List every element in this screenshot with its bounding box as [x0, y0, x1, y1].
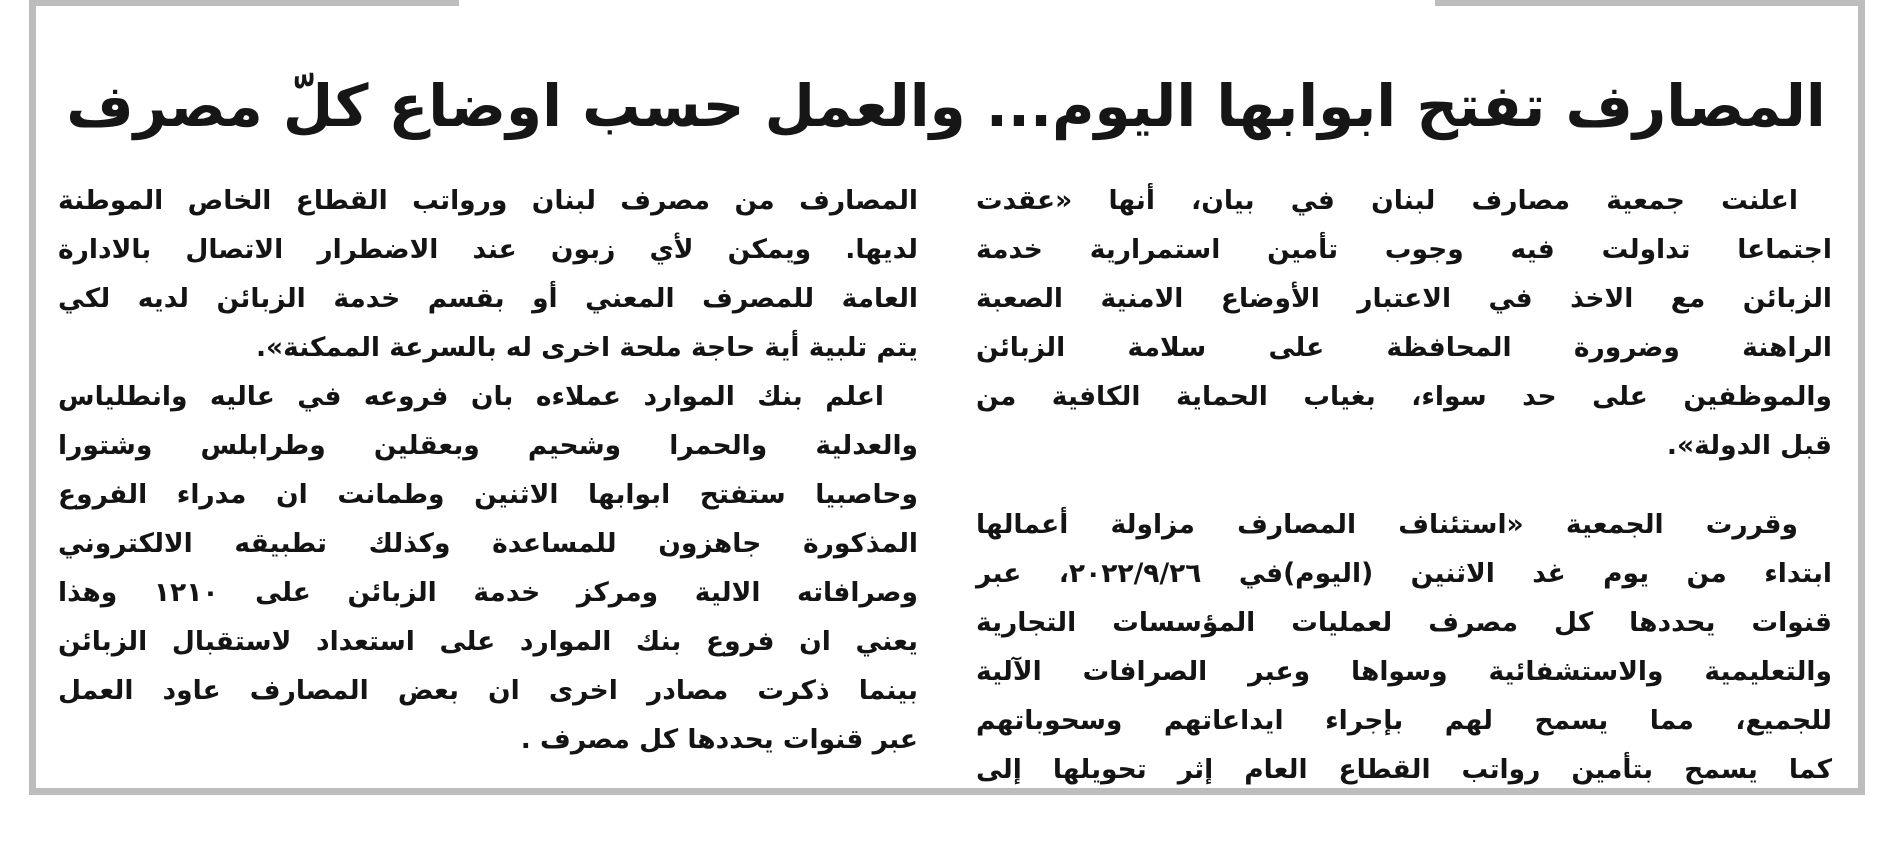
right-column-line: وقررت الجمعية «استئناف المصارف مزاولة أعمالها	[976, 509, 1798, 540]
right-column-line: والموظفين على حد سواء، بغياب الحماية الكافية من	[976, 381, 1832, 412]
left-column-line: والعدلية والحمرا وشحيم وبعقلين وطرابلس وشتورا	[58, 430, 918, 461]
left-column-line: المذكورة جاهزون للمساعدة وكذلك تطبيقه الالكتروني	[58, 528, 918, 559]
right-column-line: والتعليمية والاستشفائية وسواها وعبر الصرافات الآلية	[976, 656, 1832, 687]
right-column-line: الراهنة وضرورة المحافظة على سلامة الزبائن	[976, 332, 1832, 363]
left-column-line: العامة للمصرف المعني أو بقسم خدمة الزبائن لديه لكي	[58, 283, 918, 314]
right-column-line: ابتداء من يوم غد الاثنين (اليوم)في ٢٠٢٢/٩/٢٦، عبر	[976, 558, 1832, 589]
right-column-line: اعلنت جمعية مصارف لبنان في بيان، أنها «عقدت	[976, 185, 1798, 216]
left-column-line: المصارف من مصرف لبنان ورواتب القطاع الخاص الموطنة	[58, 185, 918, 216]
left-column-line: بينما ذكرت مصادر اخرى ان بعض المصارف عاود العمل	[58, 675, 918, 706]
left-column-line: يتم تلبية أية حاجة ملحة اخرى له بالسرعة الممكنة».	[255, 332, 918, 363]
left-column-line: وصرافاته الالية ومركز خدمة الزبائن على ١٢١٠ وهذا	[58, 577, 918, 608]
right-column-line: الزبائن مع الاخذ في الاعتبار الأوضاع الامنية الصعبة	[976, 283, 1832, 314]
right-column-line: قبل الدولة».	[1666, 430, 1832, 461]
left-column-line: اعلم بنك الموارد عملاءه بان فروعه في عاليه وانطلياس	[58, 381, 884, 412]
right-column-line: اجتماعا تداولت فيه وجوب تأمين استمرارية خدمة	[976, 234, 1832, 265]
article-column-left	[58, 176, 918, 764]
right-column-line: للجميع، مما يسمح لهم بإجراء ايداعاتهم وسحوباتهم	[976, 705, 1832, 736]
right-column-line: قنوات يحددها كل مصرف لعمليات المؤسسات التجارية	[976, 607, 1832, 638]
left-column-line: عبر قنوات يحددها كل مصرف .	[520, 724, 918, 755]
left-column-line: لديها. ويمكن لأي زبون عند الاضطرار الاتصال بالادارة	[58, 234, 918, 265]
article-column-right	[976, 176, 1832, 794]
left-column-line: وحاصبيا ستفتح ابوابها الاثنين وطمانت ان مدراء الفروع	[58, 479, 918, 510]
article-headline: المصارف تفتح ابوابها اليوم... والعمل حسب اوضاع كلّ مصرف	[66, 72, 1826, 140]
right-column-line: كما يسمح بتأمين رواتب القطاع العام إثر تحويلها إلى	[976, 754, 1832, 785]
left-column-line: يعني ان فروع بنك الموارد على استعداد لاستقبال الزبائن	[58, 626, 918, 657]
